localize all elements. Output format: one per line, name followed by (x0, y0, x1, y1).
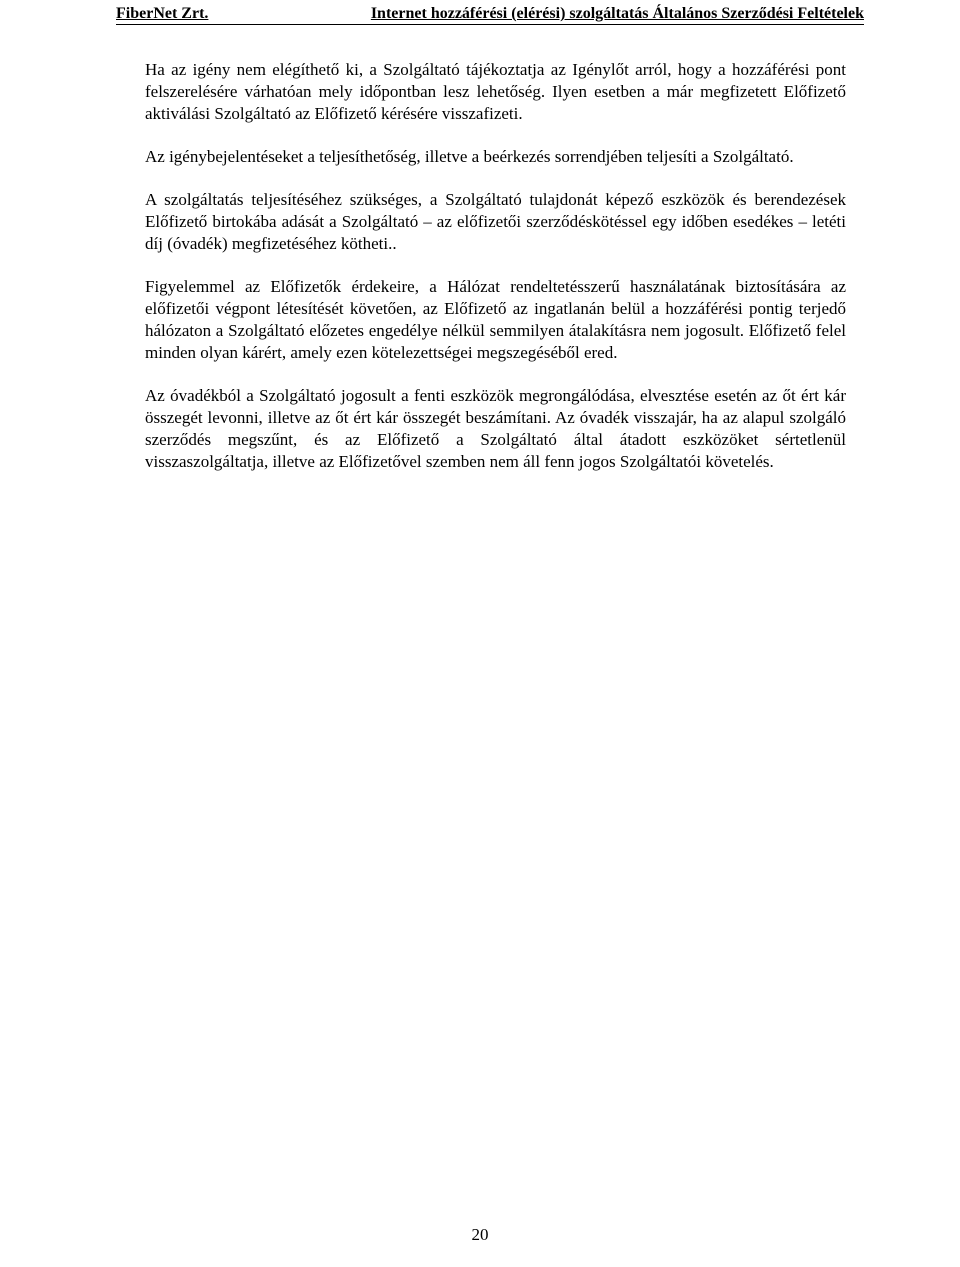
header-document-title: Internet hozzáférési (elérési) szolgáltatás Általános Szerződési Feltételek (370, 5, 864, 22)
page-header (116, 4, 864, 25)
page-number: 20 (471, 1225, 489, 1244)
paragraph-order-of-requests: Az igénybejelentéseket a teljesíthetőség, illetve a beérkezés sorrendjében teljesíti a Szolgáltató. (145, 147, 794, 166)
paragraph-availability: Ha az igény nem elégíthető ki, a Szolgáltató tájékoztatja az Igénylőt arról, hogy a hozzáférési pont felszerelésére várhatóan mely időpontban lesz lehetőség. Ilyen esetben a már megfizetett Előfizető aktiválási Szolgáltató az Előfizető kérésére visszafizeti. (145, 60, 846, 123)
header-company-name: FiberNet Zrt. (116, 5, 209, 22)
document-body (145, 59, 846, 494)
paragraph-deposit-use: Az óvadékból a Szolgáltató jogosult a fenti eszközök megrongálódása, elvesztése esetén az őt ért kár összegét levonni, illetve az őt ért kár összegét beszámítani. Az óvadék visszajár, ha az alapul szolgáló szerződés megszűnt, és az Előfizető a Szolgáltató által átadott eszközöket sértetlenül visszaszolgáltatja, illetve az Előfizetővel szemben nem áll fenn jogos Szolgáltatói követelés. (145, 386, 846, 471)
paragraph-deposit-condition: A szolgáltatás teljesítéséhez szükséges, a Szolgáltató tulajdonát képező eszközök és berendezések Előfizető birtokába adását a Szolgáltató – az előfizetői szerződéskötéssel egy időben esedékes – letéti díj (óvadék) megfizetéséhez kötheti.. (145, 190, 846, 253)
paragraph-network-modification: Figyelemmel az Előfizetők érdekeire, a Hálózat rendeltetésszerű használatának biztosítására az előfizetői végpont létesítését követően, az Előfizető az ingatlanán belül a hozzáférési pontig terjedő hálózaton a Szolgáltató előzetes engedélye nélkül semmilyen átalakításra nem jogosult. Előfizető felel minden olyan kárért, amely ezen kötelezettségei megszegéséből ered. (145, 277, 846, 362)
